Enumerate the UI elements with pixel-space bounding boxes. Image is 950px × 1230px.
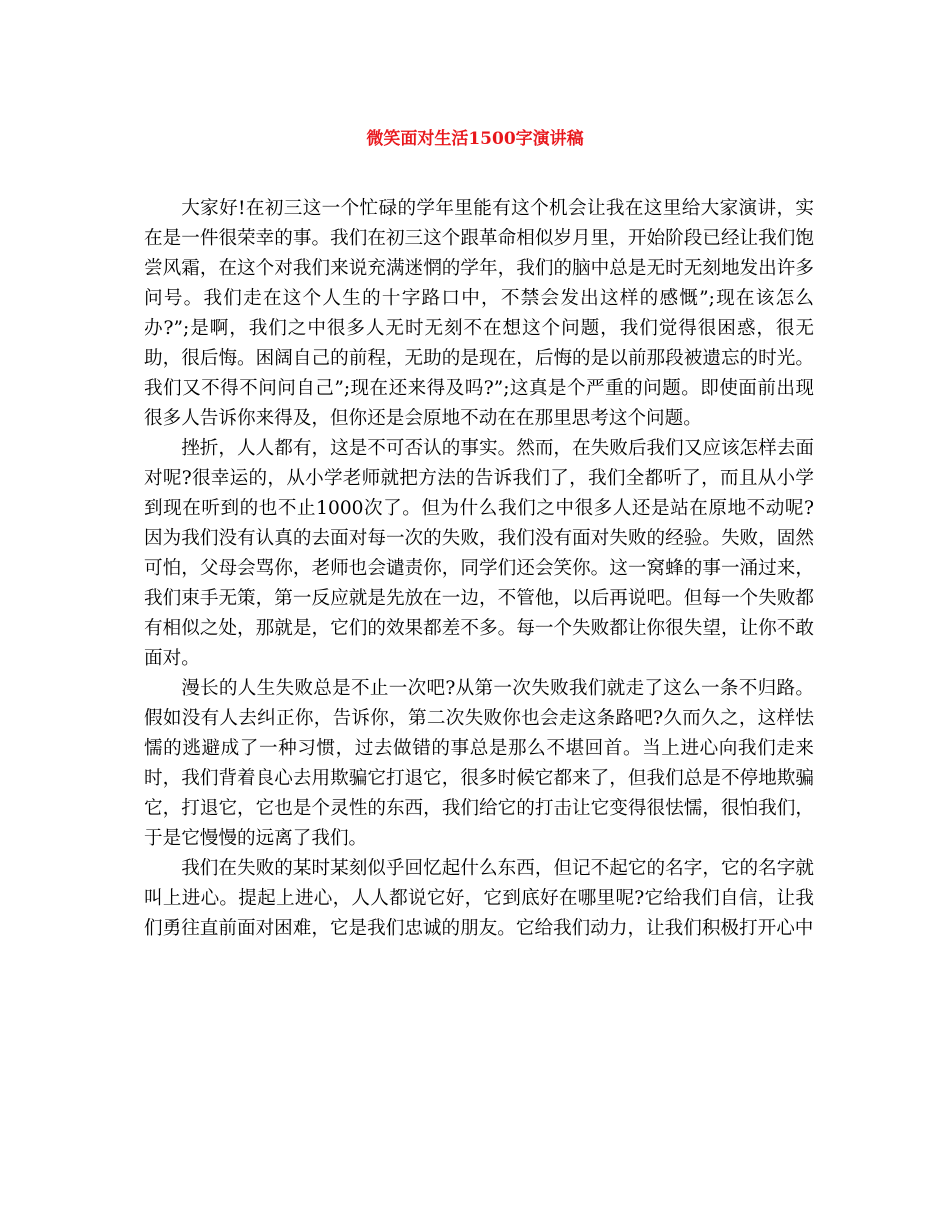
- paragraph: 大家好!在初三这一个忙碌的学年里能有这个机会让我在这里给大家演讲，实在是一件很荣幸的事。我们在初三这个跟革命相似岁月里，开始阶段已经让我们饱尝风霜，在这个对我们来说充满迷惘的学年，我们的脑中总是无时无刻地发出许多问号。我们走在这个人生的十字路口中，不禁会发出这样的感慨”;现在该怎么办?”;是啊，我们之中很多人无时无刻不在想这个问题，我们觉得很困惑，很无助，很后悔。困阔自己的前程，无助的是现在，后悔的是以前那段被遗忘的时光。我们又不得不问问自己”;现在还来得及吗?”;这真是个严重的问题。即使面前出现很多人告诉你来得及，但你还是会原地不动在在那里思考这个问题。: [144, 198, 814, 429]
- page-title: 微笑面对生活1500字演讲稿: [366, 129, 584, 149]
- paragraph: 挫折，人人都有，这是不可否认的事实。然而，在失败后我们又应该怎样去面对呢?很幸运的，从小学老师就把方法的告诉我们了，我们全都听了，而且从小学到现在听到的也不止1000次了。但为什么我们之中很多人还是站在原地不动呢?因为我们没有认真的去面对每一次的失败，我们没有面对失败的经验。失败，固然可怕，父母会骂你，老师也会谴责你，同学们还会笑你。这一窝蜂的事一涌过来，我们束手无策，第一反应就是先放在一边，不管他，以后再说吧。但每一个失败都有相似之处，那就是，它们的效果都差不多。每一个失败都让你很失望，让你不敢面对。: [144, 438, 814, 669]
- paragraph: 漫长的人生失败总是不止一次吧?从第一次失败我们就走了这么一条不归路。假如没有人去纠正你，告诉你，第二次失败你也会走这条路吧?久而久之，这样怯懦的逃避成了一种习惯，过去做错的事总是那么不堪回首。当上进心向我们走来时，我们背着良心去用欺骗它打退它，很多时候它都来了，但我们总是不停地欺骗它，打退它，它也是个灵性的东西，我们给它的打击让它变得很怯懦，很怕我们，于是它慢慢的远离了我们。: [144, 678, 814, 849]
- document-body: [144, 194, 814, 944]
- paragraph: 我们在失败的某时某刻似乎回忆起什么东西，但记不起它的名字，它的名字就叫上进心。提起上进心，人人都说它好，它到底好在哪里呢?它给我们自信，让我们勇往直前面对困难，它是我们忠诚的朋友。它给我们动力，让我们积极打开心中: [144, 858, 814, 939]
